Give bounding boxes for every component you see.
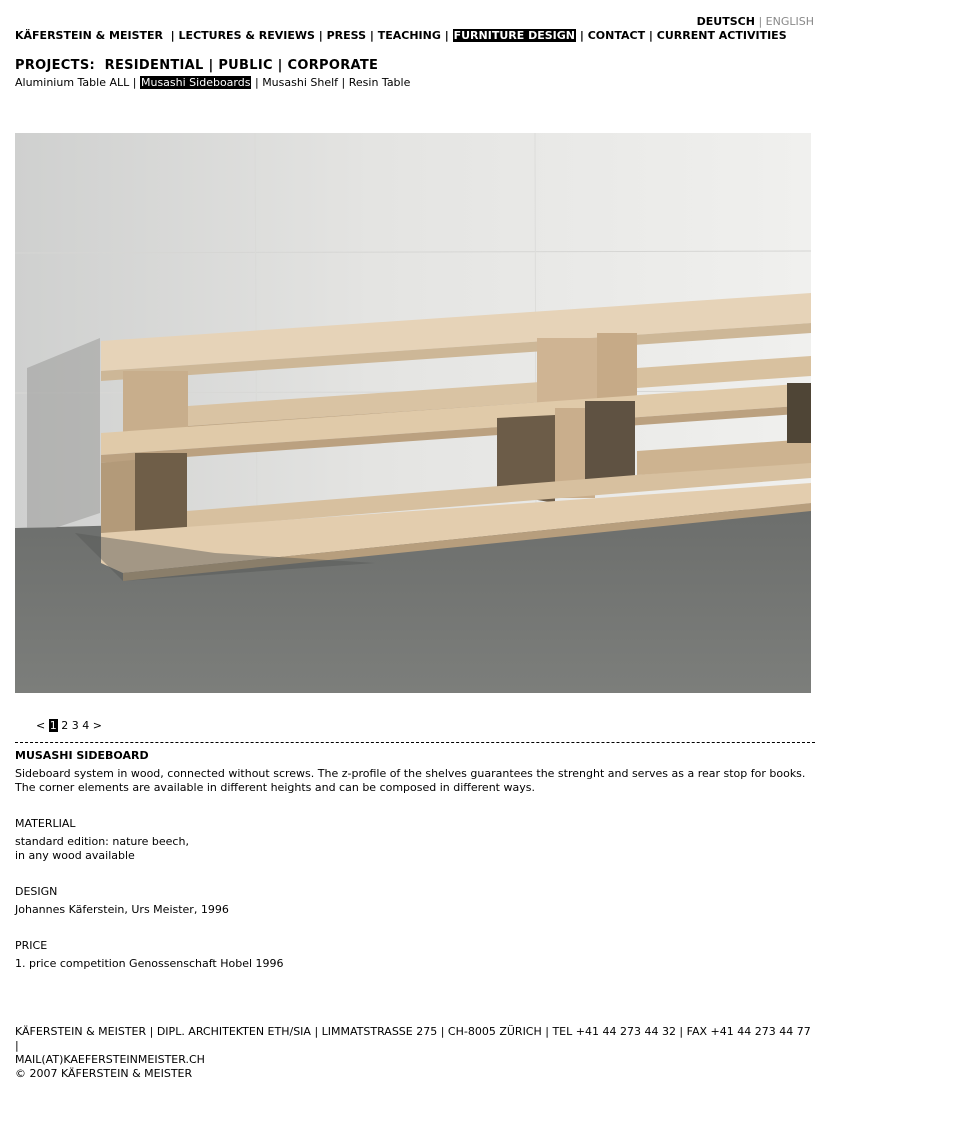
nav-separator: | <box>170 29 175 42</box>
design-value: Johannes Käferstein, Urs Meister, 1996 <box>15 903 229 916</box>
nav-separator: | <box>579 29 584 42</box>
main-nav <box>15 29 787 42</box>
subnav-aluminium-table[interactable]: Aluminium Table ALL <box>15 76 130 89</box>
nav-press[interactable]: PRESS <box>326 29 367 42</box>
material-label: MATERLIAL <box>15 817 76 830</box>
nav-home[interactable]: KÄFERSTEIN & MEISTER <box>15 29 163 42</box>
pager-page-4[interactable]: 4 <box>82 719 90 732</box>
nav-separator: | <box>648 29 653 42</box>
material-value-line2: in any wood available <box>15 849 135 862</box>
material-value-line1: standard edition: nature beech, <box>15 835 189 848</box>
lang-separator: | <box>758 15 763 28</box>
footer-address: KÄFERSTEIN & MEISTER | DIPL. ARCHITEKTEN ETH/SIA | LIMMATSTRASSE 275 | CH-8005 ZÜRICH | TEL +41 44 273 44 32 | FAX +41 44 273 44 77 | <box>15 1025 811 1052</box>
projects-label: PROJECTS: <box>15 58 95 73</box>
pager-page-1[interactable]: 1 <box>49 719 57 732</box>
lang-english-link[interactable]: ENGLISH <box>765 15 814 28</box>
product-description-text: Sideboard system in wood, connected without screws. The z-profile of the shelves guarantees the strenght and serves as a rear stop for books. The corner elements are available in different heights and can be composed in different ways. <box>15 767 806 794</box>
projects-separator: | <box>208 58 214 73</box>
image-pager <box>36 719 102 732</box>
subnav-separator: | <box>341 76 346 89</box>
nav-furniture-design[interactable]: FURNITURE DESIGN <box>453 29 575 42</box>
pager-page-3[interactable]: 3 <box>71 719 79 732</box>
nav-separator: | <box>369 29 374 42</box>
pager-prev-button[interactable]: < <box>36 719 46 732</box>
product-photo <box>15 133 811 693</box>
projects-nav <box>15 58 378 73</box>
nav-contact[interactable]: CONTACT <box>587 29 646 42</box>
nav-lectures-reviews[interactable]: LECTURES & REVIEWS <box>178 29 315 42</box>
subnav-musashi-shelf[interactable]: Musashi Shelf <box>262 76 339 89</box>
footer-copyright: © 2007 KÄFERSTEIN & MEISTER <box>15 1067 193 1080</box>
projects-separator: | <box>277 58 283 73</box>
pager-next-button[interactable]: > <box>92 719 102 732</box>
design-label: DESIGN <box>15 885 58 898</box>
footer <box>15 1025 815 1081</box>
lang-deutsch-link[interactable]: DEUTSCH <box>696 15 755 28</box>
subnav-resin-table[interactable]: Resin Table <box>348 76 411 89</box>
pager-page-2[interactable]: 2 <box>61 719 69 732</box>
price-label: PRICE <box>15 939 48 952</box>
projects-residential-link[interactable]: RESIDENTIAL <box>104 58 204 73</box>
projects-public-link[interactable]: PUBLIC <box>218 58 273 73</box>
footer-email-link[interactable]: MAIL(AT)KAEFERSTEINMEISTER.CH <box>15 1053 205 1066</box>
subnav-musashi-sideboards[interactable]: Musashi Sideboards <box>140 76 251 89</box>
nav-separator: | <box>318 29 323 42</box>
product-description <box>15 749 815 971</box>
product-title: MUSASHI SIDEBOARD <box>15 749 149 762</box>
projects-corporate-link[interactable]: CORPORATE <box>287 58 379 73</box>
subnav-separator: | <box>254 76 259 89</box>
nav-separator: | <box>444 29 449 42</box>
price-value: 1. price competition Genossenschaft Hobel 1996 <box>15 957 284 970</box>
nav-teaching[interactable]: TEACHING <box>377 29 441 42</box>
dashed-divider <box>15 742 815 743</box>
furniture-subnav <box>15 76 410 89</box>
nav-current-activities[interactable]: CURRENT ACTIVITIES <box>656 29 787 42</box>
subnav-separator: | <box>132 76 137 89</box>
language-switch <box>697 15 814 28</box>
